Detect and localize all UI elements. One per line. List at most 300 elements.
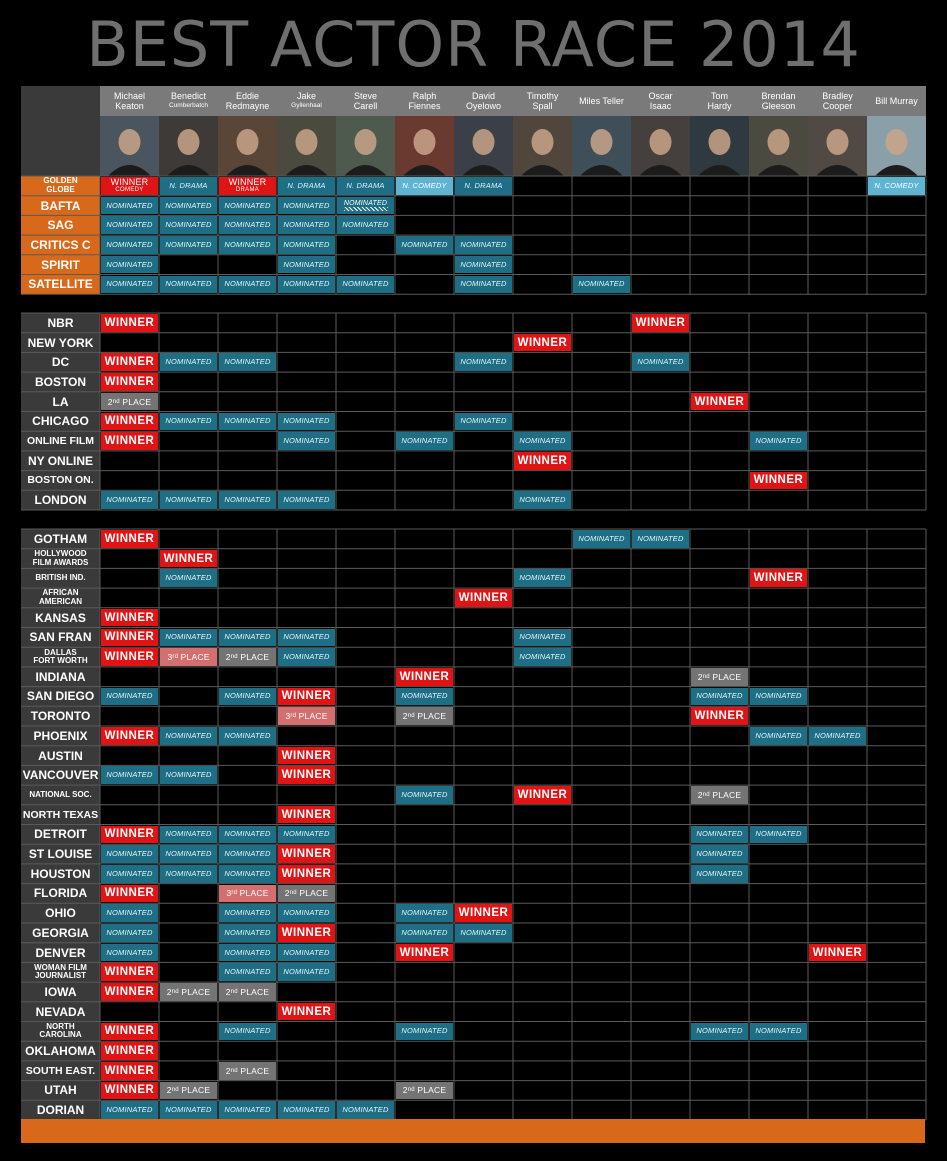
empty-cell xyxy=(514,197,571,215)
result-cell-nominated: NOMINATED xyxy=(278,963,335,981)
empty-cell xyxy=(809,1023,866,1041)
empty-cell xyxy=(101,550,158,568)
result-cell-nominated: NOMINATED xyxy=(219,845,276,863)
result-cell-winner: WINNER xyxy=(514,452,571,470)
result-cell-n-drama: N. DRAMA xyxy=(455,177,512,195)
result-cell-winner: WINNER xyxy=(160,550,217,568)
empty-cell xyxy=(809,472,866,490)
result-cell-winner: WINNER xyxy=(101,826,158,844)
empty-cell xyxy=(337,924,394,942)
actor-photo xyxy=(690,116,749,176)
result-cell-nominated: NOMINATED xyxy=(278,904,335,922)
empty-cell xyxy=(396,452,453,470)
empty-cell xyxy=(691,373,748,391)
empty-cell xyxy=(278,353,335,371)
empty-cell xyxy=(868,963,925,981)
result-cell-nominated: NOMINATED xyxy=(101,491,158,509)
actor-name-bradley-cooper xyxy=(808,86,867,116)
empty-cell xyxy=(455,766,512,784)
row-label-text: JOURNALIST xyxy=(34,971,87,981)
empty-cell xyxy=(868,845,925,863)
result-cell-nominated: NOMINATED xyxy=(278,826,335,844)
result-cell-nominated: NOMINATED xyxy=(219,826,276,844)
empty-cell xyxy=(573,1101,630,1119)
empty-cell xyxy=(750,314,807,332)
result-cell-winner: WINNER xyxy=(101,1062,158,1080)
empty-cell xyxy=(160,944,217,962)
cell-value: WINNER xyxy=(228,177,267,187)
empty-cell xyxy=(809,353,866,371)
empty-cell xyxy=(632,885,689,903)
empty-cell xyxy=(809,452,866,470)
empty-cell xyxy=(396,648,453,666)
empty-cell xyxy=(160,452,217,470)
empty-cell xyxy=(691,216,748,234)
actor-photo xyxy=(631,116,690,176)
actor-last-name: Fiennes xyxy=(408,101,441,111)
empty-cell xyxy=(337,236,394,254)
actor-photo-icon xyxy=(867,116,926,176)
empty-cell xyxy=(160,885,217,903)
empty-cell xyxy=(101,1003,158,1021)
empty-cell xyxy=(514,727,571,745)
result-cell-nominated: NOMINATED xyxy=(396,786,453,804)
row-label-florida xyxy=(21,884,100,904)
empty-cell xyxy=(809,256,866,274)
empty-cell xyxy=(160,924,217,942)
result-cell-winner: WINNER xyxy=(101,629,158,647)
empty-cell xyxy=(868,432,925,450)
empty-cell xyxy=(160,786,217,804)
empty-cell xyxy=(101,452,158,470)
empty-cell xyxy=(691,727,748,745)
result-cell-nominated: NOMINATED xyxy=(396,924,453,942)
result-cell-nominated: NOMINATED xyxy=(632,353,689,371)
empty-cell xyxy=(632,276,689,294)
empty-cell xyxy=(632,550,689,568)
cell-value: NOMINATED xyxy=(343,200,388,208)
empty-cell xyxy=(573,432,630,450)
empty-cell xyxy=(455,648,512,666)
empty-cell xyxy=(514,826,571,844)
row-label-spirit xyxy=(21,255,100,275)
empty-cell xyxy=(573,197,630,215)
empty-cell xyxy=(868,472,925,490)
empty-cell xyxy=(632,393,689,411)
actor-last-name: Spall xyxy=(532,101,553,111)
empty-cell xyxy=(573,668,630,686)
result-cell-winner: WINNER xyxy=(632,314,689,332)
result-cell-nominated: NOMINATED xyxy=(278,944,335,962)
actor-photo xyxy=(395,116,454,176)
empty-cell xyxy=(809,707,866,725)
empty-cell xyxy=(396,530,453,548)
row-label-text: DENVER xyxy=(35,945,86,960)
empty-cell xyxy=(160,256,217,274)
empty-cell xyxy=(632,668,689,686)
actor-photo-icon xyxy=(336,116,395,176)
empty-cell xyxy=(455,826,512,844)
result-cell-winner xyxy=(219,177,276,195)
empty-cell xyxy=(691,197,748,215)
result-cell-nominated: NOMINATED xyxy=(278,1101,335,1119)
empty-cell xyxy=(514,707,571,725)
row-label-text: DORIAN xyxy=(36,1103,85,1118)
actor-photo-icon xyxy=(631,116,690,176)
empty-cell xyxy=(809,550,866,568)
empty-cell xyxy=(337,530,394,548)
actor-photo-icon xyxy=(395,116,454,176)
row-label-text: BOSTON xyxy=(34,374,87,389)
cell-subvalue: DRAMA xyxy=(235,186,260,193)
empty-cell xyxy=(868,256,925,274)
result-cell-nominated: NOMINATED xyxy=(278,216,335,234)
result-cell-nominated: NOMINATED xyxy=(160,216,217,234)
row-label-text: GOTHAM xyxy=(33,531,88,546)
empty-cell xyxy=(455,668,512,686)
empty-cell xyxy=(219,609,276,627)
result-cell-nominated: NOMINATED xyxy=(455,413,512,431)
result-cell-nominated: NOMINATED xyxy=(101,197,158,215)
empty-cell xyxy=(750,353,807,371)
empty-cell xyxy=(691,983,748,1001)
empty-cell xyxy=(337,472,394,490)
result-cell-winner: WINNER xyxy=(750,472,807,490)
empty-cell xyxy=(750,236,807,254)
empty-cell xyxy=(337,865,394,883)
empty-cell xyxy=(868,1003,925,1021)
row-label-ny-online xyxy=(21,451,100,471)
row-label-text: GLOBE xyxy=(46,184,75,194)
empty-cell xyxy=(868,1082,925,1100)
empty-cell xyxy=(278,589,335,607)
row-label-text: WOMAN FILM xyxy=(34,962,87,972)
result-cell-winner: WINNER xyxy=(278,924,335,942)
empty-cell xyxy=(691,491,748,509)
empty-cell xyxy=(455,727,512,745)
empty-cell xyxy=(160,1042,217,1060)
empty-cell xyxy=(396,983,453,1001)
empty-cell xyxy=(396,314,453,332)
empty-cell xyxy=(868,276,925,294)
result-cell-nominated: NOMINATED xyxy=(160,766,217,784)
empty-cell xyxy=(514,924,571,942)
empty-cell xyxy=(750,589,807,607)
result-cell-2nd-place: 2 nd PLACE xyxy=(278,885,335,903)
empty-cell xyxy=(573,944,630,962)
empty-cell xyxy=(573,216,630,234)
empty-cell xyxy=(278,569,335,587)
empty-cell xyxy=(691,1042,748,1060)
empty-cell xyxy=(101,569,158,587)
empty-cell xyxy=(632,334,689,352)
empty-cell xyxy=(868,983,925,1001)
empty-cell xyxy=(278,393,335,411)
empty-cell xyxy=(573,924,630,942)
empty-cell xyxy=(868,334,925,352)
row-label-golden-globe xyxy=(21,176,100,196)
empty-cell xyxy=(455,452,512,470)
empty-cell xyxy=(514,373,571,391)
empty-cell xyxy=(750,177,807,195)
empty-cell xyxy=(219,530,276,548)
empty-cell xyxy=(514,865,571,883)
row-label-text: NY ONLINE xyxy=(27,453,94,468)
empty-cell xyxy=(868,924,925,942)
result-cell-winner: WINNER xyxy=(101,609,158,627)
row-label-boston xyxy=(21,372,100,392)
empty-cell xyxy=(219,314,276,332)
result-cell-nominated: NOMINATED xyxy=(219,688,276,706)
result-cell-3rd-place: 3 rd PLACE xyxy=(160,648,217,666)
empty-cell xyxy=(337,569,394,587)
empty-cell xyxy=(278,609,335,627)
empty-cell xyxy=(573,688,630,706)
empty-cell xyxy=(809,983,866,1001)
cell-value: WINNER xyxy=(110,177,149,187)
empty-cell xyxy=(691,766,748,784)
empty-cell xyxy=(337,413,394,431)
empty-cell xyxy=(632,1023,689,1041)
empty-cell xyxy=(691,530,748,548)
row-label-text: LA xyxy=(52,394,69,409)
empty-cell xyxy=(219,747,276,765)
result-cell-nominated: NOMINATED xyxy=(219,276,276,294)
result-cell-winner: WINNER xyxy=(691,393,748,411)
actor-name-jake-gyllenhaal xyxy=(277,86,336,116)
empty-cell xyxy=(868,216,925,234)
empty-cell xyxy=(514,983,571,1001)
actor-photo xyxy=(100,116,159,176)
result-cell-winner: WINNER xyxy=(750,569,807,587)
empty-cell xyxy=(573,236,630,254)
empty-cell xyxy=(691,569,748,587)
actor-last-name: Carell xyxy=(353,101,378,111)
empty-cell xyxy=(868,786,925,804)
empty-cell xyxy=(219,707,276,725)
result-cell-winner: WINNER xyxy=(101,648,158,666)
result-cell-winner: WINNER xyxy=(396,944,453,962)
actor-last-name: Gyllenhaal xyxy=(291,102,322,109)
empty-cell xyxy=(691,452,748,470)
result-cell-nominated: NOMINATED xyxy=(219,491,276,509)
empty-cell xyxy=(809,1003,866,1021)
empty-cell xyxy=(101,334,158,352)
empty-cell xyxy=(337,452,394,470)
result-cell-nominated: NOMINATED xyxy=(160,865,217,883)
row-label-text: DETROIT xyxy=(34,827,87,842)
empty-cell xyxy=(573,845,630,863)
row-label-ohio xyxy=(21,903,100,923)
empty-cell xyxy=(337,589,394,607)
empty-cell xyxy=(396,826,453,844)
empty-cell xyxy=(278,1062,335,1080)
empty-cell xyxy=(632,924,689,942)
empty-cell xyxy=(809,1042,866,1060)
empty-cell xyxy=(219,472,276,490)
row-label-indiana xyxy=(21,667,100,687)
empty-cell xyxy=(337,353,394,371)
empty-cell xyxy=(160,1023,217,1041)
result-cell-nominated: NOMINATED xyxy=(337,216,394,234)
result-cell-winner: WINNER xyxy=(101,314,158,332)
empty-cell xyxy=(809,963,866,981)
row-label-iowa xyxy=(21,982,100,1002)
actor-photo xyxy=(454,116,513,176)
result-cell-nominated: NOMINATED xyxy=(455,236,512,254)
row-label-bafta xyxy=(21,196,100,216)
empty-cell xyxy=(219,1042,276,1060)
result-cell-nominated: NOMINATED xyxy=(455,353,512,371)
row-label-text: NATIONAL SOC. xyxy=(29,789,92,799)
row-label-new-york xyxy=(21,333,100,353)
row-label-dc xyxy=(21,352,100,372)
result-cell-nominated: NOMINATED xyxy=(514,432,571,450)
empty-cell xyxy=(868,530,925,548)
row-label-boston-on xyxy=(21,471,100,491)
empty-cell xyxy=(750,1062,807,1080)
result-cell-nominated: NOMINATED xyxy=(101,256,158,274)
row-label-hollywood-film-awards xyxy=(21,549,100,569)
result-cell-2nd-place: 2 nd PLACE xyxy=(219,983,276,1001)
result-cell-nominated: NOMINATED xyxy=(160,197,217,215)
result-cell-nominated: NOMINATED xyxy=(514,569,571,587)
empty-cell xyxy=(396,629,453,647)
row-label-la xyxy=(21,392,100,412)
actor-first-name: Ralph xyxy=(412,91,437,101)
empty-cell xyxy=(868,747,925,765)
empty-cell xyxy=(750,904,807,922)
actor-photo xyxy=(277,116,336,176)
result-cell-nominated: NOMINATED xyxy=(160,845,217,863)
empty-cell xyxy=(219,256,276,274)
empty-cell xyxy=(573,865,630,883)
row-label-dorian xyxy=(21,1100,100,1120)
result-cell-winner: WINNER xyxy=(101,983,158,1001)
row-label-woman-film-journalist xyxy=(21,962,100,982)
result-cell-2nd-place: 2 nd PLACE xyxy=(691,668,748,686)
empty-cell xyxy=(514,236,571,254)
empty-cell xyxy=(514,530,571,548)
empty-cell xyxy=(278,472,335,490)
empty-cell xyxy=(219,589,276,607)
actor-last-name: Oyelowo xyxy=(465,101,501,111)
empty-cell xyxy=(278,550,335,568)
row-label-nbr xyxy=(21,313,100,333)
result-cell-nominated: NOMINATED xyxy=(514,491,571,509)
result-cell-winner: WINNER xyxy=(455,589,512,607)
empty-cell xyxy=(750,276,807,294)
empty-cell xyxy=(868,1023,925,1041)
actor-photo-icon xyxy=(572,116,631,176)
empty-cell xyxy=(278,983,335,1001)
empty-cell xyxy=(337,314,394,332)
empty-cell xyxy=(337,1082,394,1100)
empty-cell xyxy=(455,1042,512,1060)
empty-cell xyxy=(455,1062,512,1080)
result-cell-nominated: NOMINATED xyxy=(750,727,807,745)
empty-cell xyxy=(691,963,748,981)
empty-cell xyxy=(750,1003,807,1021)
actor-photo xyxy=(572,116,631,176)
empty-cell xyxy=(573,1003,630,1021)
result-cell-nominated: NOMINATED xyxy=(809,727,866,745)
result-cell-winner: WINNER xyxy=(101,413,158,431)
empty-cell xyxy=(809,1101,866,1119)
actor-first-name: Steve xyxy=(353,91,377,101)
row-label-text: KANSAS xyxy=(35,610,86,625)
empty-cell xyxy=(337,668,394,686)
empty-cell xyxy=(514,1023,571,1041)
empty-cell xyxy=(396,806,453,824)
empty-cell xyxy=(219,1003,276,1021)
empty-cell xyxy=(160,668,217,686)
empty-cell xyxy=(219,668,276,686)
result-cell-2nd-place: 2 nd PLACE xyxy=(396,707,453,725)
row-label-online-film xyxy=(21,431,100,451)
empty-cell xyxy=(809,924,866,942)
result-cell-nominated: NOMINATED xyxy=(219,865,276,883)
result-cell-nominated: NOMINATED xyxy=(160,413,217,431)
row-label-nevada xyxy=(21,1002,100,1022)
actor-first-name: Jake xyxy=(296,91,316,101)
result-cell-winner: WINNER xyxy=(278,865,335,883)
row-label-text: ONLINE FILM xyxy=(26,435,95,448)
row-label-dallas-fort-worth xyxy=(21,647,100,667)
result-cell-nominated: NOMINATED xyxy=(278,491,335,509)
result-cell-nominated: NOMINATED xyxy=(219,413,276,431)
empty-cell xyxy=(868,353,925,371)
empty-cell xyxy=(750,550,807,568)
empty-cell xyxy=(455,707,512,725)
result-cell-nominated xyxy=(337,197,394,215)
result-cell-nominated: NOMINATED xyxy=(691,1023,748,1041)
row-label-oklahoma xyxy=(21,1041,100,1061)
empty-cell xyxy=(809,177,866,195)
result-cell-nominated: NOMINATED xyxy=(101,865,158,883)
result-cell-winner: WINNER xyxy=(278,1003,335,1021)
result-cell-nominated: NOMINATED xyxy=(160,491,217,509)
empty-cell xyxy=(691,314,748,332)
empty-cell xyxy=(160,609,217,627)
empty-cell xyxy=(573,314,630,332)
actor-first-name: Bill Murray xyxy=(875,96,918,106)
empty-cell xyxy=(337,648,394,666)
empty-cell xyxy=(809,491,866,509)
empty-cell xyxy=(632,1003,689,1021)
row-label-text: ST LOUISE xyxy=(28,847,93,862)
empty-cell xyxy=(396,766,453,784)
empty-cell xyxy=(868,1101,925,1119)
empty-cell xyxy=(750,491,807,509)
empty-cell xyxy=(750,707,807,725)
empty-cell xyxy=(750,373,807,391)
result-cell-winner: WINNER xyxy=(101,963,158,981)
empty-cell xyxy=(573,826,630,844)
empty-cell xyxy=(101,707,158,725)
empty-cell xyxy=(396,276,453,294)
empty-cell xyxy=(632,786,689,804)
actor-name-ralph-fiennes xyxy=(395,86,454,116)
empty-cell xyxy=(868,766,925,784)
actor-first-name: Brendan xyxy=(761,91,796,101)
row-label-sag xyxy=(21,215,100,235)
empty-cell xyxy=(278,727,335,745)
row-label-kansas xyxy=(21,608,100,628)
actor-last-name: Gleeson xyxy=(761,101,796,111)
actor-name-tom-hardy xyxy=(690,86,749,116)
result-cell-nominated: NOMINATED xyxy=(219,904,276,922)
